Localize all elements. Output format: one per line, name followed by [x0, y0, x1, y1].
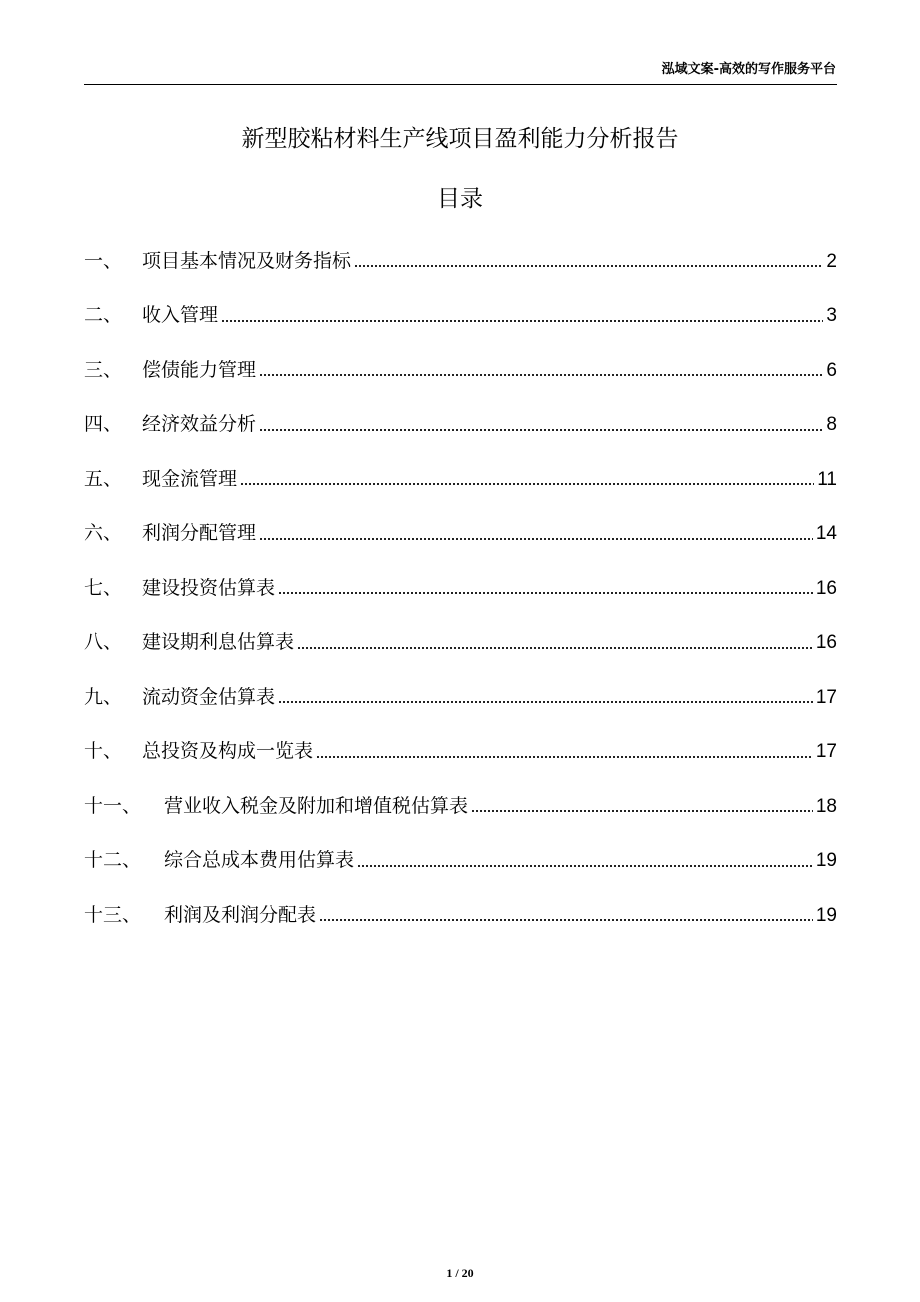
toc-entry-page: 17 [815, 686, 837, 708]
document-title: 新型胶粘材料生产线项目盈利能力分析报告 [241, 126, 679, 152]
toc-entry[interactable] [84, 507, 837, 562]
toc-entry-page: 19 [815, 850, 837, 872]
toc-dot-leader [278, 591, 813, 595]
toc-entry-page: 2 [826, 250, 837, 272]
toc-entry-label: 建设期利息估算表 [142, 631, 295, 654]
toc-entry-page: 16 [815, 577, 837, 599]
toc-title: 目录 [437, 186, 483, 212]
toc-entry-number: 一、 [84, 249, 123, 272]
toc-dot-leader [278, 700, 813, 704]
header-text: 泓域文案-高效的写作服务平台 [661, 62, 836, 77]
toc-entry-number: 十三、 [84, 903, 142, 926]
toc-entry-number: 十、 [84, 740, 123, 763]
toc-entry-label: 项目基本情况及财务指标 [142, 249, 352, 272]
toc-dot-leader [240, 482, 814, 486]
toc-dot-leader [259, 428, 823, 432]
toc-dot-leader [357, 864, 813, 868]
toc-entry-page: 11 [817, 468, 837, 490]
toc-dot-leader [259, 373, 823, 377]
toc-entry-number: 六、 [84, 522, 123, 545]
toc-entry[interactable] [84, 452, 837, 507]
toc-entry[interactable] [84, 888, 837, 943]
toc-entry-page: 3 [826, 305, 837, 327]
toc-entry-label: 收入管理 [142, 304, 219, 327]
toc-entry-label: 流动资金估算表 [142, 685, 276, 708]
toc-entry-number: 二、 [84, 304, 123, 327]
toc-entry-number: 七、 [84, 576, 123, 599]
toc-entry[interactable] [84, 834, 837, 889]
toc-dot-leader [297, 646, 813, 650]
toc-entry-page: 19 [815, 904, 837, 926]
toc-dot-leader [471, 809, 813, 813]
toc-entry-page: 14 [815, 523, 837, 545]
toc-entry[interactable] [84, 779, 837, 834]
toc-dot-leader [259, 537, 813, 541]
toc-entry-page: 17 [815, 741, 837, 763]
toc-entry-label: 建设投资估算表 [142, 576, 276, 599]
toc-entry-page: 18 [815, 795, 837, 817]
toc-entry-number: 四、 [84, 413, 123, 436]
toc-entry-label: 总投资及构成一览表 [142, 740, 314, 763]
toc-entry[interactable] [84, 289, 837, 344]
toc-entry[interactable] [84, 725, 837, 780]
toc-entry[interactable] [84, 561, 837, 616]
toc-dot-leader [221, 319, 823, 323]
toc-entry-label: 营业收入税金及附加和增值税估算表 [164, 794, 469, 817]
toc-entry-number: 三、 [84, 358, 123, 381]
toc-entry-number: 五、 [84, 467, 123, 490]
toc-entry[interactable] [84, 670, 837, 725]
toc-dot-leader [319, 918, 813, 922]
toc-entry[interactable] [84, 616, 837, 671]
toc-entry-page: 16 [815, 632, 837, 654]
toc-entry[interactable] [84, 343, 837, 398]
toc-entry-label: 综合总成本费用估算表 [164, 849, 355, 872]
toc-entry-label: 利润及利润分配表 [164, 903, 317, 926]
toc-entry[interactable] [84, 234, 837, 289]
table-of-contents [84, 234, 837, 943]
toc-entry-number: 十二、 [84, 849, 142, 872]
toc-entry-number: 八、 [84, 631, 123, 654]
toc-dot-leader [316, 755, 813, 759]
header-rule [84, 84, 837, 85]
toc-entry-page: 6 [826, 359, 837, 381]
toc-entry[interactable] [84, 398, 837, 453]
toc-entry-label: 偿债能力管理 [142, 358, 257, 381]
toc-entry-number: 九、 [84, 685, 123, 708]
toc-dot-leader [354, 264, 823, 268]
toc-entry-label: 现金流管理 [142, 467, 238, 490]
toc-entry-number: 十一、 [84, 794, 142, 817]
toc-entry-label: 利润分配管理 [142, 522, 257, 545]
toc-entry-label: 经济效益分析 [142, 413, 257, 436]
toc-entry-page: 8 [826, 414, 837, 436]
page-indicator: 1 / 20 [446, 1266, 474, 1280]
